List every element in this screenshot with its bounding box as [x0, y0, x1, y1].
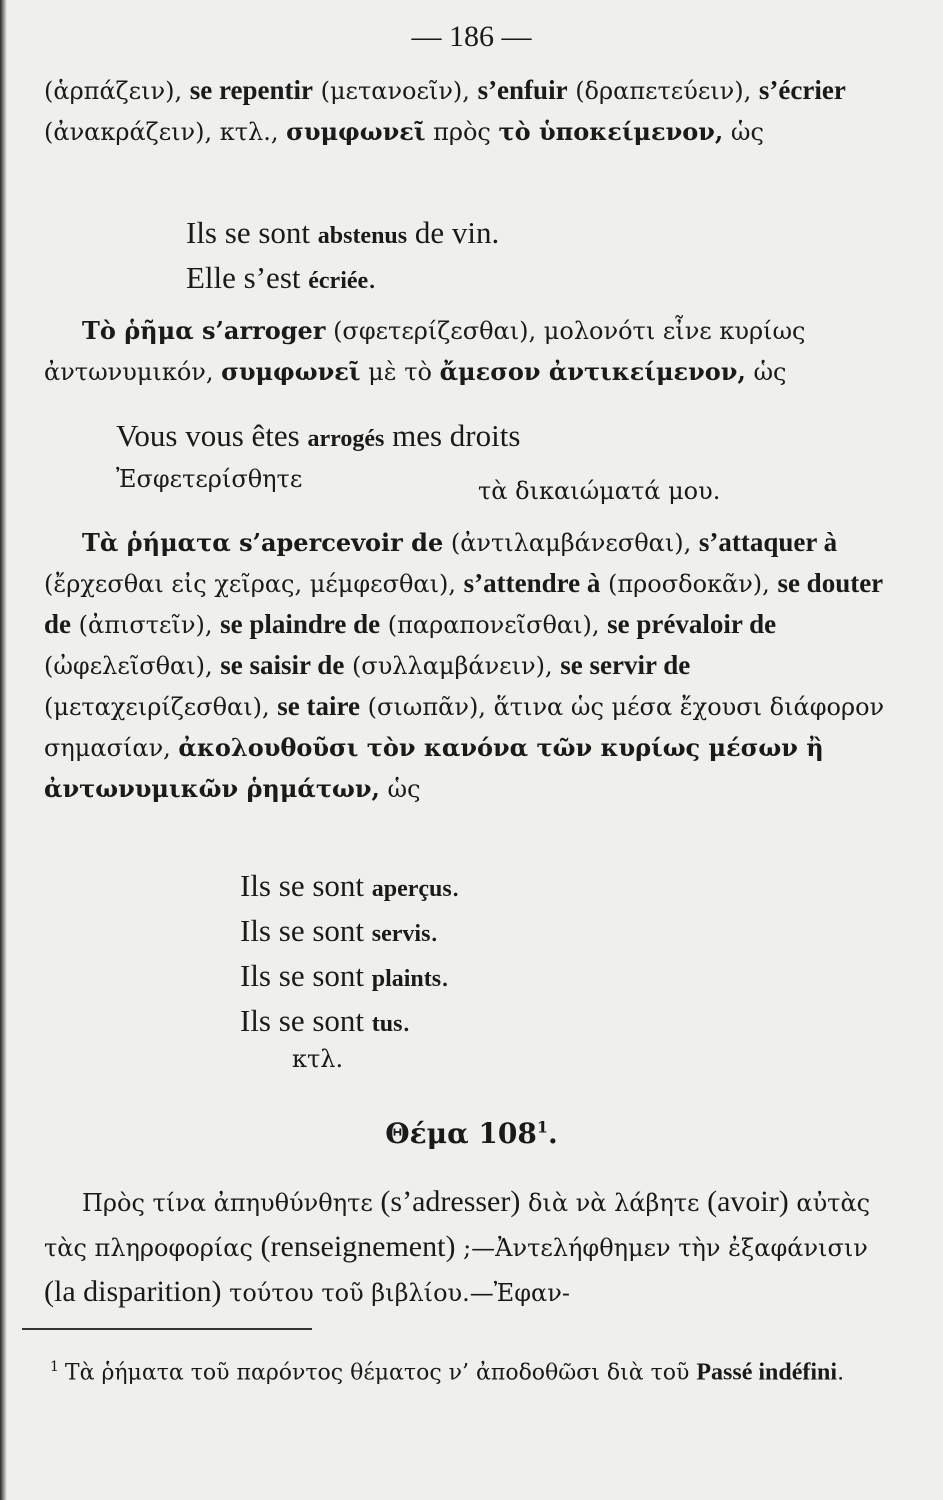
text-run: (ἀπιστεῖν),	[71, 611, 221, 639]
text-run: (προσδοκᾶν),	[600, 570, 778, 598]
text-run: τούτου τοῦ βιβλίου.—Ἐφαν-	[221, 1279, 570, 1307]
footnote-divider	[22, 1328, 312, 1330]
emphasis: ἄμεσον ἀντικείμενον,	[439, 357, 746, 386]
emphasis: Τὰ ῥήματα s’apercevoir de	[82, 528, 444, 557]
french-gloss: (la disparition)	[44, 1275, 222, 1308]
verb-term: se douter de	[44, 568, 883, 639]
verb-term: s’enfuir	[477, 75, 568, 105]
emphasis: τὸ ὑποκείμενον,	[498, 117, 724, 146]
example-line: Ils se sont abstenus de vin.	[186, 215, 500, 250]
text-run: (ὠφελεῖσθαι),	[44, 652, 221, 680]
text-run: (ἀντιλαμβάνεσθαι),	[443, 529, 699, 557]
example-line: Ils se sont aperçus.	[240, 868, 460, 903]
section-title: Θέμα $108^1$.	[385, 1117, 558, 1150]
french-gloss: (renseignement)	[260, 1230, 456, 1263]
text-run: (μεταχειρίζεσθαι),	[44, 693, 278, 721]
text-run: ὡς	[745, 358, 787, 386]
paragraph-2	[44, 310, 904, 392]
verb-term: se saisir de	[220, 650, 345, 680]
verb-term: se repentir	[189, 75, 313, 105]
example-line: Ils se sont tus.	[240, 1003, 411, 1038]
page-number: — 186 —	[411, 20, 532, 53]
verb-term: s’attendre à	[463, 568, 601, 598]
text-run: αὐτὰς τὰς πληροφορίας	[44, 1189, 871, 1262]
text-run: (ἔρχεσθαι εἰς χεῖρας, μέμφεσθαι),	[44, 570, 464, 598]
text-run: (μετανοεῖν),	[312, 77, 478, 105]
verb-term: s’attaquer à	[698, 527, 838, 557]
text-run: ;—Ἀντελήφθημεν τὴν ἐξαφάνισιν	[455, 1234, 868, 1262]
verb-term: se servir de	[560, 650, 691, 680]
text-run: (ἁρπάζειν),	[44, 77, 190, 105]
verb-term: se taire	[277, 691, 361, 721]
paragraph-1	[44, 70, 904, 152]
paragraph-4	[44, 1180, 904, 1315]
footnote-term: Passé indéfini	[696, 1359, 838, 1386]
example-block-2	[116, 415, 520, 460]
footnote-ref: 1	[536, 1117, 549, 1137]
verb-term: se prévaloir de	[607, 609, 777, 639]
text-run: ὡς	[723, 118, 764, 146]
text-run: Πρὸς τίνα ἀπηυθύνθητε	[82, 1189, 381, 1217]
example-line-greek-right: τὰ δικαιώματά μου.	[478, 477, 721, 505]
text-run: (σφετερίζεσθαι), μολονότι εἶνε κυρίως ἀντωνυμικόν,	[44, 317, 806, 386]
example-block-1	[186, 212, 499, 302]
text-run: μὲ τὸ	[360, 358, 440, 386]
text-run: (δραπετεύειν),	[567, 77, 759, 105]
text-run: (ἀνακράζειν), κτλ.,	[44, 118, 287, 146]
emphasis: συμφωνεῖ	[286, 117, 426, 146]
french-gloss: (avoir)	[707, 1185, 789, 1218]
example-line: Ils se sont plaints.	[240, 958, 449, 993]
emphasis: συμφωνεῖ	[221, 357, 361, 386]
footnote-text: Τὰ ῥήματα τοῦ παρόντος θέματος ν’ ἀποδοθῶσι διὰ τοῦ	[64, 1360, 697, 1386]
footnote-mark: 1	[50, 1359, 59, 1375]
example-line-greek-left: Ἐσφετερίσθητε	[116, 465, 303, 493]
example-line-french: Vous vous êtes arrogés mes droits	[116, 418, 521, 453]
text-run: (συλλαμβάνειν),	[344, 652, 561, 680]
french-gloss: (s’adresser)	[380, 1185, 521, 1218]
verb-term: se plaindre de	[220, 609, 381, 639]
paragraph-3	[44, 522, 904, 809]
example-etc: κτλ.	[292, 1045, 344, 1073]
text-run: ὡς	[379, 775, 421, 803]
text-run: διὰ νὰ λάβητε	[520, 1189, 708, 1217]
example-line: Ils se sont servis.	[240, 913, 439, 948]
text-run: (παραπονεῖσθαι),	[380, 611, 608, 639]
text-run: πρὸς	[425, 118, 499, 146]
verb-term: s’écrier	[758, 75, 846, 105]
example-block-3	[240, 865, 460, 1045]
emphasis: Τὸ ῥῆμα s’arroger	[82, 316, 326, 345]
example-line: Elle s’est écriée.	[186, 260, 376, 295]
text-run: (σιωπᾶν), ἅτινα ὡς μέσα ἔχουσι διάφορον σημασίαν,	[44, 693, 885, 762]
footnote: $^1$ Τὰ ῥήματα τοῦ παρόντος θέματος ν’ ἀποδοθῶσι διὰ τοῦ Passé indéfini.	[50, 1359, 845, 1386]
page-edge-shadow	[0, 0, 7, 1500]
emphasis: ἀκολουθοῦσι τὸν κανόνα τῶν κυρίως μέσων ἢ ἀντωνυμικῶν ῥημάτων,	[44, 733, 824, 803]
